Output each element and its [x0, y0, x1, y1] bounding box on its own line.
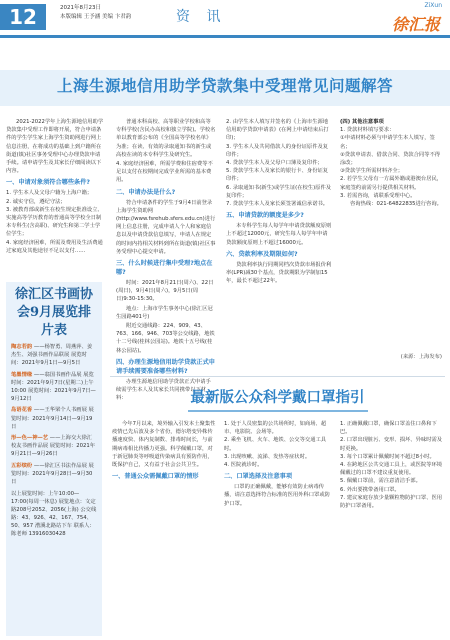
sidebar-title: 徐汇区书画协会9月展览排片表	[14, 287, 93, 338]
list-item: 4. 在跨地区公共交通工具上，或医院等环境佩戴过的口罩不建议重复使用。	[340, 462, 443, 477]
paragraph: 符合申请条件的学生于9月4日前登录上海学生资助网(http://www.fsrehub.sfers.edu.cn)进行网上信息注册，完成申请人个人和家庭信息以及申请贷款信息填写，申请人在规定的时间内持相关材料到所在街道(镇)社区事务受理中心提交申请。	[116, 199, 216, 255]
subheading: (四) 其他注意事项	[340, 119, 384, 125]
exhibition-text: ——徐汇区书法作品展 展览时间：2021年9月28日—9月30日	[11, 462, 94, 486]
exhibition-sidebar	[6, 282, 102, 636]
question-heading: 六、贷款利率及期限如何?	[226, 250, 298, 258]
list-item: 6. 外出要携带备用口罩。	[340, 486, 400, 493]
paragraph: 今年7月以来，境外输入引发本土聚集性疫情已先后波及多个省份，德尔塔变异株传播速度快、体内复制数、排毒时间长，与前期病毒相比传播力更强。科学佩戴口罩，对于新冠肺炎等呼吸道传染病具有预防作用，既保护自己，又有益于社会公共卫生。	[112, 421, 216, 469]
exhibition-tag: 笔墨情缘	[11, 371, 33, 378]
question-heading: 三、什么时候进行集中受理?地点在哪?	[116, 260, 213, 277]
paragraph: 附近交通线路：224、909、43、763、166、946、703等公交线路，地铁十二号线(桂林公园站)。地铁十五号线(桂林公园站)。	[116, 323, 215, 354]
question-heading: 一、申请对象须符合哪些条件?	[6, 179, 91, 187]
question-heading: 二、口罩选择及注意事项	[224, 473, 293, 481]
question-heading: 二、申请办法是什么?	[116, 188, 176, 196]
loan-column-2	[116, 118, 216, 402]
list-item: 5. 佩戴口罩前，需注意清洁手部。	[340, 478, 421, 485]
paragraph: 本专科学生每人每学年申请贷款额度原则上不超过12000元，研究生每人每学年申请贷款额度原则上不超过16000元。	[226, 223, 332, 246]
paragraph: 办理生源地信用助学贷款正式申请手续需学生本人及其家长共同携带以下材料：	[116, 378, 211, 402]
mask-column-2	[224, 420, 332, 634]
editor-line: 本版编辑 王予涵 美编 卞君韵	[60, 14, 132, 20]
sidebar-footer: 以上展览时间：上午10:00—17:00(每周一休息) 展览地点：文定路208号2052、2056(上海) 公交线路：43、926、42、167、754、50、957 漕溪北路站下车 联系人：陈老师 13916030428	[11, 491, 97, 538]
mask-article-title: 最新版公众科学戴口罩指引	[110, 386, 445, 412]
paragraph: 贷款利率执行同期同档次贷款市场报价利率(LPR)减30个基点，贷款期限为学制加15年，最长不超过22年。	[226, 261, 332, 285]
list-item: 1. 处于人员密集的公共场所时，如商场、超市、电影院、会场等。	[224, 421, 327, 436]
exhibition-tag: 陶志若韵	[11, 344, 33, 350]
loan-column-4	[340, 118, 444, 350]
section-label: 资 讯	[176, 9, 227, 25]
list-item: 4. 家庭经济困难，所需学费和住宿费等不足以支付在校期间完成学业所需的基本费用。	[116, 161, 213, 184]
exhibition-text: ——杨智勇、周燕萍、姜杰生、刘强书画作品联展 展览时间：2021年9月1日—9月5日	[11, 344, 93, 367]
paragraph: 时间：2021年8月21日(周六)、22日(周日)，9月4日(周六)，9月5日(周日)9:30-15:30。	[116, 280, 214, 303]
issue-meta	[60, 4, 131, 22]
section-pinyin: ZiXun	[424, 2, 442, 9]
list-item: 4. 贷款学生本人及父母户口簿及复印件；	[226, 160, 323, 167]
list-item: 3. 若需咨询，请联系受理中心。	[340, 192, 416, 199]
page-number: 12	[0, 4, 46, 30]
list-item: 1. 贷款材料填写要求：	[340, 127, 395, 134]
newspaper-brand-logo: 徐汇报	[391, 15, 440, 34]
exhibition-entry	[11, 343, 97, 368]
exhibition-tag: 五彩缤纷	[11, 462, 33, 469]
section-divider	[110, 376, 445, 377]
list-item: 7. 建议家庭存放少量颗粒物防护口罩、医用防护口罩备用。	[340, 494, 443, 510]
list-item: 7. 贷款学生本人及家长须签署诚信承诺书。	[226, 201, 329, 208]
mask-column-1	[112, 420, 216, 634]
exhibition-tag: 形—色—神—艺	[11, 435, 49, 442]
list-item: 5. 贷款学生本人及家长的银行卡、身份证复印件；	[226, 168, 329, 183]
question-heading: 四、办理生源地信用助学贷款正式申请手续需要准备哪些材料?	[116, 358, 215, 375]
exhibition-entry	[11, 434, 97, 459]
exhibition-tag: 岛语花香	[11, 407, 33, 414]
page-header	[0, 0, 450, 44]
list-item: 2. 若学生父母有一方属外籍或港澳台居民，家庭签约前需另行提供相关材料。	[340, 176, 443, 191]
paragraph: 口罩的正确佩戴，能够有效防止病毒传播，请注意选择符合标准的医用外科口罩或防护口罩。	[224, 484, 330, 507]
loan-article-headline: 上海生源地信用助学贷款集中受理常见问题解答	[56, 77, 393, 95]
exhibition-entry	[11, 371, 97, 404]
list-item: 3. 出现咳嗽、流涕、发热等症状时。	[224, 453, 311, 460]
question-heading: 一、普通公众需佩戴口罩的情形	[112, 473, 199, 481]
article-source: (来源：上海发布)	[400, 354, 442, 360]
loan-column-3	[226, 118, 332, 368]
list-item: 2. 口罩出现脏污、变形、损坏、异味时需及时更换。	[340, 437, 443, 452]
exhibition-entry	[11, 406, 97, 431]
list-item: 3. 每个口罩累计佩戴时间不超过8小时。	[340, 453, 435, 460]
exhibition-text: ——翁国书画作品展 展览时间：2021年9月7日(星期二)上午10:00 展览时间：2021年9月7日—9月12日	[11, 371, 96, 403]
paragraph: 普通本科高校、高等职业学校和高等专科学校(含民办高校和独立学院)。学校名单以教育部公布的《全国高等学校名单》为准；在读、有效的录取通知书的新生或高校在读的本专科学生及研究生。	[116, 119, 216, 158]
list-item: 3. 被教育部或新生在校生规定批准设立、实施高等学历教育的普通高等学校全日制本专科生(含高职)、研究生和第二学士学位学生；	[6, 206, 103, 238]
loan-column-1	[6, 118, 104, 278]
question-heading: 五、申请贷款的额度是多少?	[226, 212, 304, 220]
list-item: ①申请材料必须与申请学生本人填写，签名；	[340, 135, 435, 150]
header-rule	[0, 35, 450, 38]
list-item: 3. 学生本人及共同借款人的身份证原件及复印件；	[226, 143, 329, 158]
list-item: 4. 医院就诊时。	[224, 462, 263, 469]
list-item: 2. 由学生本人填写并签名的《上海市生源地信用助学贷款申请表》(在网上申请结束后打印)；	[226, 119, 329, 142]
exhibition-text: ——王华梁个人书画展 展览时间：2021年9月14日—9月19日	[11, 407, 94, 430]
list-item: 2. 乘坐飞机、火车、地铁、公交等交通工具时。	[224, 437, 327, 452]
list-item: ②贷款申请表、借款合同、贷款合同等不得涂改；	[340, 151, 441, 167]
list-item: 4. 家庭经济困难，所需及费用及生活费通过家庭及其他途径不足以支付……	[6, 239, 103, 254]
list-item: 2. 诚实守信，遵纪守法；	[6, 198, 66, 205]
list-item: 6. 录取通知书(新生)或学生证(在校生)原件及复印件；	[226, 184, 332, 199]
exhibition-entry	[11, 462, 97, 487]
contact-line: 咨询热线：021-64822835进行咨询。	[350, 201, 442, 208]
list-item: 1. 学生本人及父母户籍为上海户籍；	[6, 190, 93, 197]
list-item: ③贷款学生所需材料齐全；	[340, 168, 404, 175]
paragraph: 地点：上海市学生事务中心(徐汇区冠生园路401号)	[116, 305, 213, 320]
mask-column-3	[340, 420, 444, 634]
issue-date: 2021年8月23日	[60, 5, 101, 11]
exhibition-text: ——上海交大徐汇校友书画作品展 展览时间：2021年9月21日—9月26日	[11, 435, 96, 458]
list-item: 1. 正确佩戴口罩，确保口罩盖住口鼻和下巴。	[340, 421, 437, 436]
loan-intro: 2021-2022学年上海生源地信用助学贷款集中受理工作即将开展，符合申请条件的学生学生家上海学生资助网进行网上信息注册，在将成功的基础上到户籍所在街道(镇)社区事务受理中心办理贷款申请手续。请申请学生及其家长仔细阅读以下内容。	[6, 119, 104, 175]
